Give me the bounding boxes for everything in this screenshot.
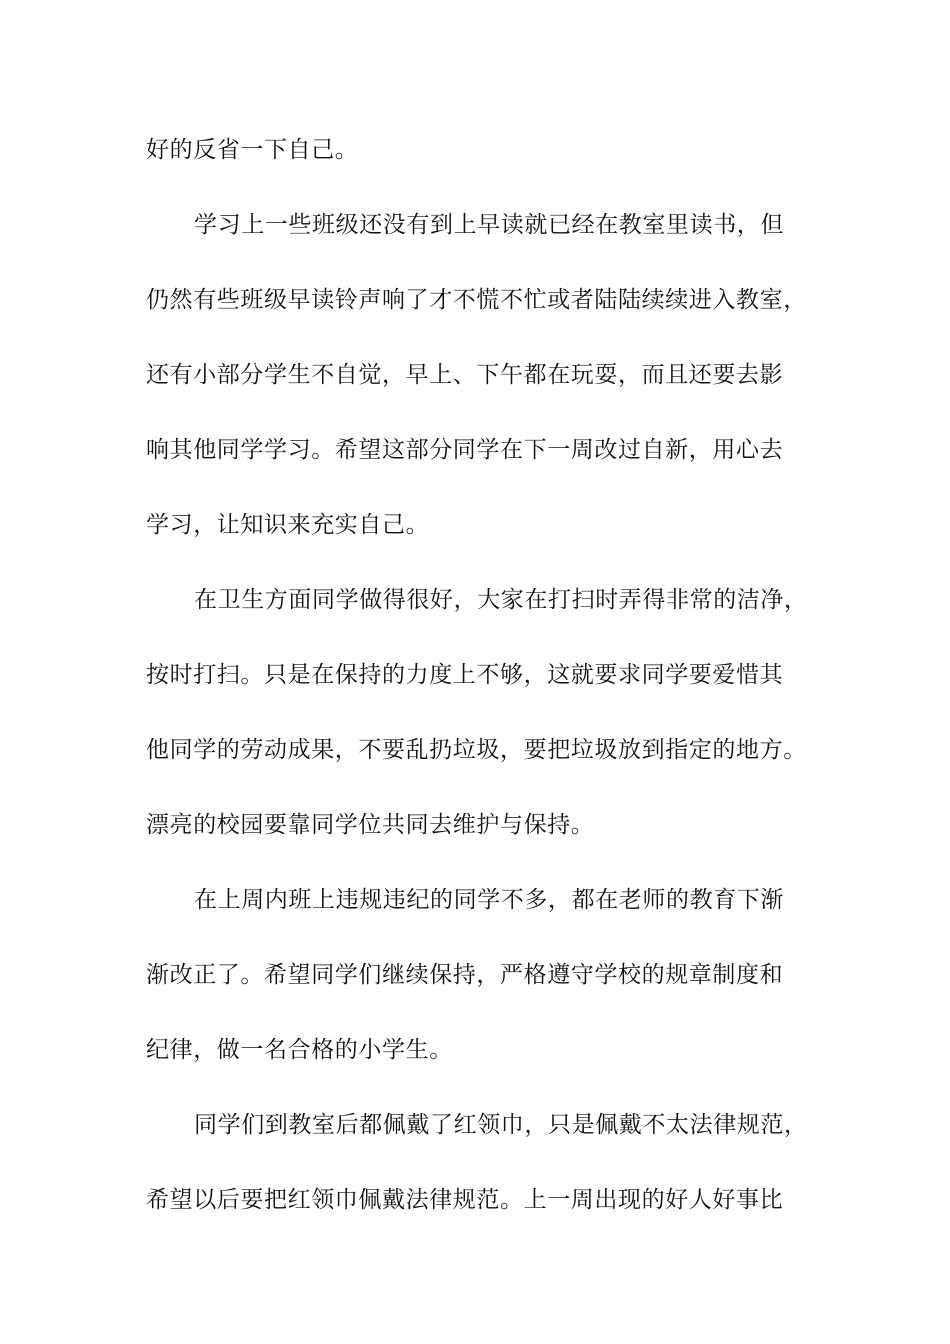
text-line: 漂亮的校园要靠同学位共同去维护与保持。 — [146, 812, 595, 838]
text-line: 他同学的劳动成果，不要乱扔垃圾，要把垃圾放到指定的地方。 — [146, 737, 807, 763]
paragraph-first-line: 在卫生方面同学做得很好，大家在打扫时弄得非常的洁净， — [194, 587, 808, 613]
text-line: 希望以后要把红领巾佩戴法律规范。上一周出现的好人好事比 — [146, 1187, 784, 1213]
text-line: 学习，让知识来充实自己。 — [146, 512, 430, 538]
paragraph-first-line: 同学们到教室后都佩戴了红领巾，只是佩戴不太法律规范， — [194, 1112, 808, 1138]
text-line: 渐改正了。希望同学们继续保持，严格遵守学校的规章制度和 — [146, 962, 784, 988]
text-line: 按时打扫。只是在保持的力度上不够，这就要求同学要爱惜其 — [146, 662, 784, 688]
paragraph-first-line: 学习上一些班级还没有到上早读就已经在教室里读书，但 — [194, 212, 784, 238]
paragraph-first-line: 在上周内班上违规违纪的同学不多，都在老师的教育下渐 — [194, 887, 784, 913]
text-line: 纪律，做一名合格的小学生。 — [146, 1037, 453, 1063]
text-line: 还有小部分学生不自觉，早上、下午都在玩耍，而且还要去影 — [146, 362, 784, 388]
text-line: 好的反省一下自己。 — [146, 137, 359, 163]
text-line: 响其他同学学习。希望这部分同学在下一周改过自新，用心去 — [146, 437, 784, 463]
text-line: 仍然有些班级早读铃声响了才不慌不忙或者陆陆续续进入教室， — [146, 287, 807, 313]
